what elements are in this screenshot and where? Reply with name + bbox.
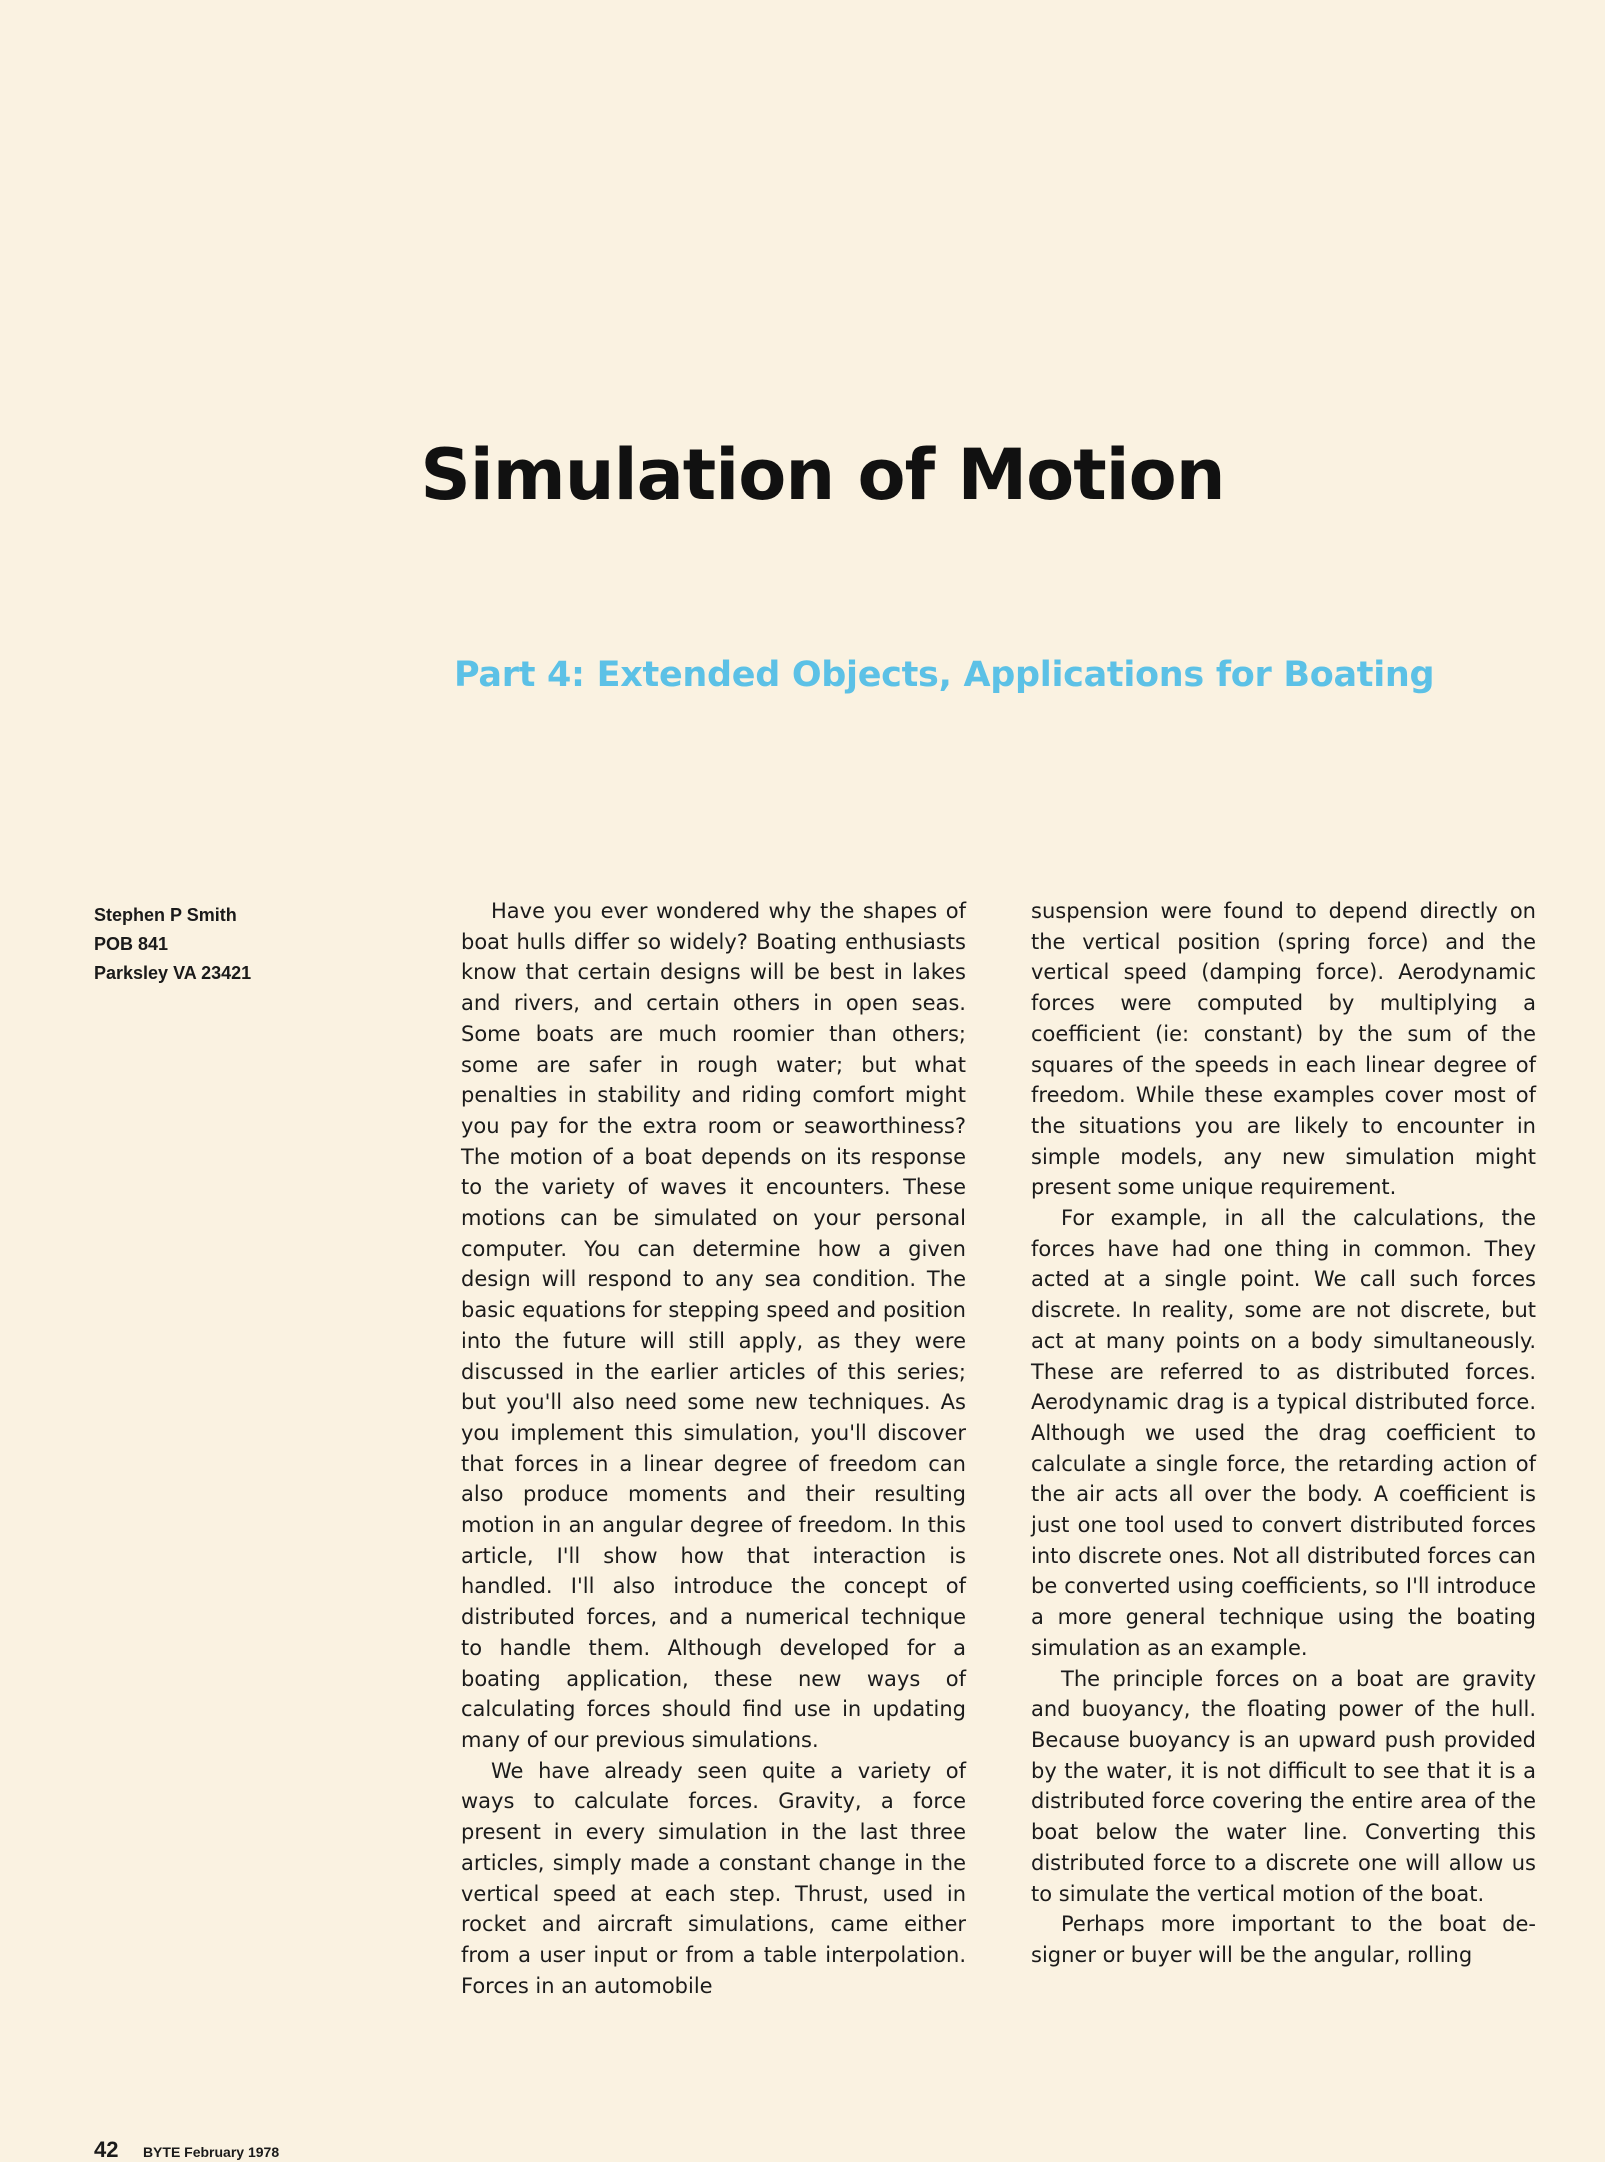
page-title: Simulation of Motion — [420, 434, 1225, 516]
page-subtitle: Part 4: Extended Objects, Applications for Boating — [454, 655, 1435, 695]
publication-info: BYTE February 1978 — [142, 2144, 280, 2160]
paragraph: For example, in all the calculations, the forces have had one thing in common. They acted at a single point. We call such forces discrete. In reality, some are not discrete, but act at many points on a body simultaneously. These are referred to as distributed forces. Aerodynamic drag is a typical distributed force. Although we used the drag coefficient to calculate a single force, the retarding action of the air acts all over the body. A coefficient is just one tool used to convert distributed forces into discrete ones. Not all distributed forces can be converted using coefficients, so I'll introduce a more general technique using the boating simulation as an example. — [1031, 1206, 1536, 1660]
text-column-right — [1031, 896, 1536, 1971]
author-byline — [94, 901, 374, 988]
paragraph: We have already seen quite a variety of ways to calculate forces. Gravity, a force present in every simulation in the last three articles, simply made a constant change in the vertical speed at each step. Thrust, used in rocket and aircraft simulations, came either from a user input or from a table interpolation. Forces in an automobile — [461, 1758, 966, 1998]
paragraph: Have you ever wondered why the shapes of boat hulls differ so widely? Boating enthusiasts know that certain designs will be best in lakes and rivers, and certain others in open seas. Some boats are much roomier than others; some are safer in rough water; but what penalties in stability and riding comfort might you pay for the extra room or seaworthiness? The motion of a boat depends on its response to the variety of waves it encounters. These motions can be simulated on your personal computer. You can determine how a given design will respond to any sea condition. The basic equations for stepping speed and position into the future will still apply, as they were discussed in the earlier articles of this series; but you'll also need some new techniques. As you implement this simulation, you'll discover that forces in a linear degree of freedom can also produce moments and their resulting motion in an angular degree of freedom. In this article, I'll show how that interaction is handled. I'll also introduce the concept of distributed forces, and a numerical technique to handle them. Although developed for a boating application, these new ways of calculating forces should find use in updating many of our previous simulations. — [461, 899, 966, 1752]
author-name: Stephen P Smith — [94, 905, 237, 925]
paragraph-continued: suspension were found to depend directly on the vertical position (spring force) and the vertical speed (damping force). Aerodynamic forces were computed by multiplying a coefficient (ie: constant) by the sum of the squares of the speeds in each linear degree of freedom. While these examples cover most of the situations you are likely to encounter in simple models, any new simulation might present some unique requirement. — [1031, 899, 1536, 1200]
paragraph: Perhaps more important to the boat designer or buyer will be the angular, rolling — [1031, 1912, 1536, 1967]
page-footer — [94, 2139, 279, 2161]
page-number: 42 — [94, 2137, 119, 2162]
author-address-line-2: Parksley VA 23421 — [94, 963, 252, 983]
paragraph: The principle forces on a boat are gravity and buoyancy, the floating power of the hull. Because buoyancy is an upward push provided by the water, it is not difficult to see that it is a distributed force covering the entire area of the boat below the water line. Converting this distributed force to a discrete one will allow us to simulate the vertical motion of the boat. — [1031, 1666, 1536, 1906]
text-column-left — [461, 896, 966, 2001]
author-address-line-1: POB 841 — [94, 934, 169, 954]
